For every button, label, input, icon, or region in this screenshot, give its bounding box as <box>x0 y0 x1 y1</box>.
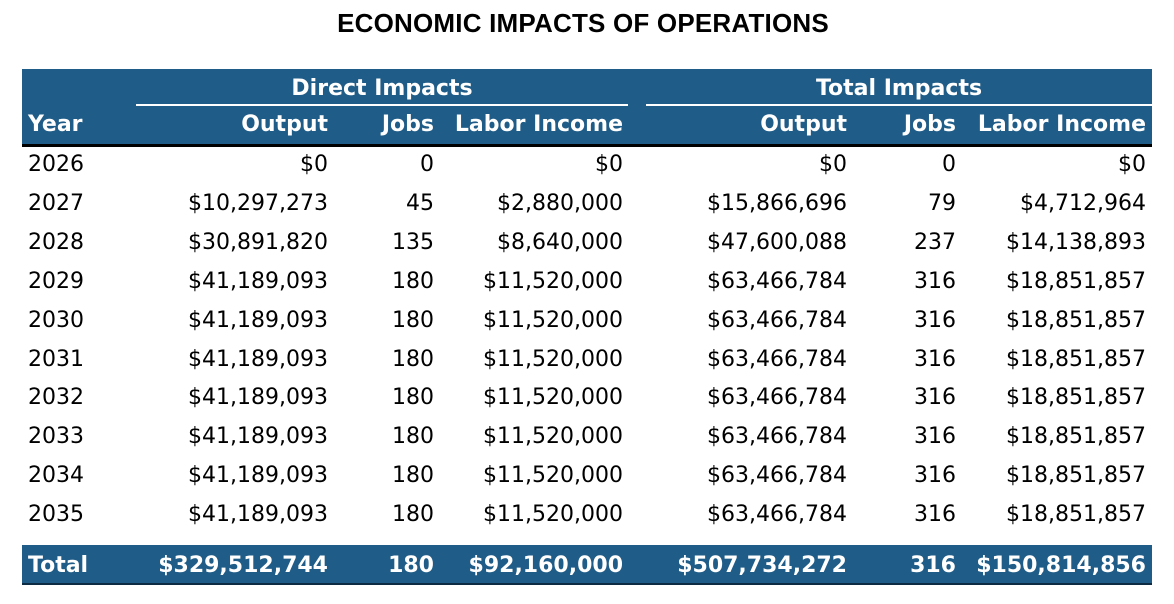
cell-direct-output: $30,891,820 <box>188 230 328 255</box>
cell-total-labor: $0 <box>1118 152 1146 177</box>
total-total-output: $507,734,272 <box>677 553 847 578</box>
cell-direct-output: $41,189,093 <box>188 502 328 527</box>
cell-total-labor: $18,851,857 <box>1006 424 1146 449</box>
cell-total-jobs: 316 <box>914 424 956 449</box>
group-total-rule <box>646 104 1152 106</box>
cell-total-output: $15,866,696 <box>707 191 847 216</box>
cell-total-jobs: 316 <box>914 463 956 488</box>
cell-direct-jobs: 180 <box>392 308 434 333</box>
total-total-labor: $150,814,856 <box>976 553 1146 578</box>
col-header-total-jobs: Jobs <box>903 112 956 137</box>
cell-total-labor: $18,851,857 <box>1006 269 1146 294</box>
col-header-year: Year <box>28 112 83 137</box>
cell-year: 2035 <box>28 502 84 527</box>
cell-year: 2026 <box>28 152 84 177</box>
cell-direct-jobs: 180 <box>392 502 434 527</box>
total-direct-output: $329,512,744 <box>158 553 328 578</box>
cell-total-output: $63,466,784 <box>707 269 847 294</box>
cell-direct-output: $41,189,093 <box>188 347 328 372</box>
cell-direct-labor: $11,520,000 <box>483 424 623 449</box>
cell-year: 2027 <box>28 191 84 216</box>
cell-year: 2031 <box>28 347 84 372</box>
header-divider <box>22 144 1152 147</box>
cell-year: 2029 <box>28 269 84 294</box>
cell-direct-labor: $11,520,000 <box>483 269 623 294</box>
col-header-total-output: Output <box>760 112 847 137</box>
cell-direct-labor: $0 <box>595 152 623 177</box>
cell-total-labor: $18,851,857 <box>1006 308 1146 333</box>
cell-total-labor: $18,851,857 <box>1006 502 1146 527</box>
col-header-direct-output: Output <box>241 112 328 137</box>
cell-total-jobs: 316 <box>914 308 956 333</box>
cell-total-output: $63,466,784 <box>707 385 847 410</box>
group-direct-rule <box>136 104 628 106</box>
cell-direct-labor: $11,520,000 <box>483 308 623 333</box>
cell-direct-output: $10,297,273 <box>188 191 328 216</box>
cell-total-labor: $18,851,857 <box>1006 347 1146 372</box>
cell-total-jobs: 316 <box>914 269 956 294</box>
cell-direct-output: $41,189,093 <box>188 308 328 333</box>
cell-direct-jobs: 180 <box>392 269 434 294</box>
cell-total-labor: $14,138,893 <box>1006 230 1146 255</box>
cell-direct-jobs: 45 <box>406 191 434 216</box>
cell-direct-labor: $11,520,000 <box>483 502 623 527</box>
total-direct-labor: $92,160,000 <box>468 553 623 578</box>
cell-year: 2032 <box>28 385 84 410</box>
cell-direct-jobs: 0 <box>420 152 434 177</box>
cell-total-jobs: 316 <box>914 347 956 372</box>
cell-total-output: $63,466,784 <box>707 347 847 372</box>
cell-total-jobs: 79 <box>928 191 956 216</box>
cell-year: 2033 <box>28 424 84 449</box>
cell-total-output: $63,466,784 <box>707 502 847 527</box>
cell-total-output: $0 <box>819 152 847 177</box>
cell-total-labor: $4,712,964 <box>1020 191 1146 216</box>
col-header-direct-jobs: Jobs <box>381 112 434 137</box>
total-direct-jobs: 180 <box>388 553 434 578</box>
cell-direct-jobs: 180 <box>392 463 434 488</box>
cell-total-output: $63,466,784 <box>707 463 847 488</box>
group-total-impacts: Total Impacts <box>815 76 983 101</box>
cell-total-output: $63,466,784 <box>707 308 847 333</box>
cell-direct-output: $0 <box>300 152 328 177</box>
cell-year: 2028 <box>28 230 84 255</box>
col-header-total-labor: Labor Income <box>977 112 1146 137</box>
cell-direct-output: $41,189,093 <box>188 463 328 488</box>
cell-direct-labor: $2,880,000 <box>497 191 623 216</box>
cell-total-jobs: 237 <box>914 230 956 255</box>
total-year: Total <box>28 553 89 578</box>
cell-direct-output: $41,189,093 <box>188 424 328 449</box>
cell-total-output: $47,600,088 <box>707 230 847 255</box>
cell-total-jobs: 0 <box>942 152 956 177</box>
cell-direct-labor: $11,520,000 <box>483 385 623 410</box>
cell-direct-output: $41,189,093 <box>188 385 328 410</box>
cell-total-output: $63,466,784 <box>707 424 847 449</box>
total-total-jobs: 316 <box>910 553 956 578</box>
cell-direct-jobs: 180 <box>392 385 434 410</box>
page-title: ECONOMIC IMPACTS OF OPERATIONS <box>337 8 829 38</box>
group-direct-impacts: Direct Impacts <box>291 76 473 101</box>
cell-direct-jobs: 180 <box>392 347 434 372</box>
cell-year: 2034 <box>28 463 84 488</box>
cell-direct-labor: $8,640,000 <box>497 230 623 255</box>
cell-year: 2030 <box>28 308 84 333</box>
cell-direct-labor: $11,520,000 <box>483 347 623 372</box>
total-row-underline <box>22 583 1152 585</box>
cell-total-labor: $18,851,857 <box>1006 385 1146 410</box>
col-header-direct-labor: Labor Income <box>454 112 623 137</box>
cell-direct-labor: $11,520,000 <box>483 463 623 488</box>
cell-total-labor: $18,851,857 <box>1006 463 1146 488</box>
cell-direct-output: $41,189,093 <box>188 269 328 294</box>
cell-direct-jobs: 180 <box>392 424 434 449</box>
cell-total-jobs: 316 <box>914 385 956 410</box>
cell-direct-jobs: 135 <box>392 230 434 255</box>
cell-total-jobs: 316 <box>914 502 956 527</box>
